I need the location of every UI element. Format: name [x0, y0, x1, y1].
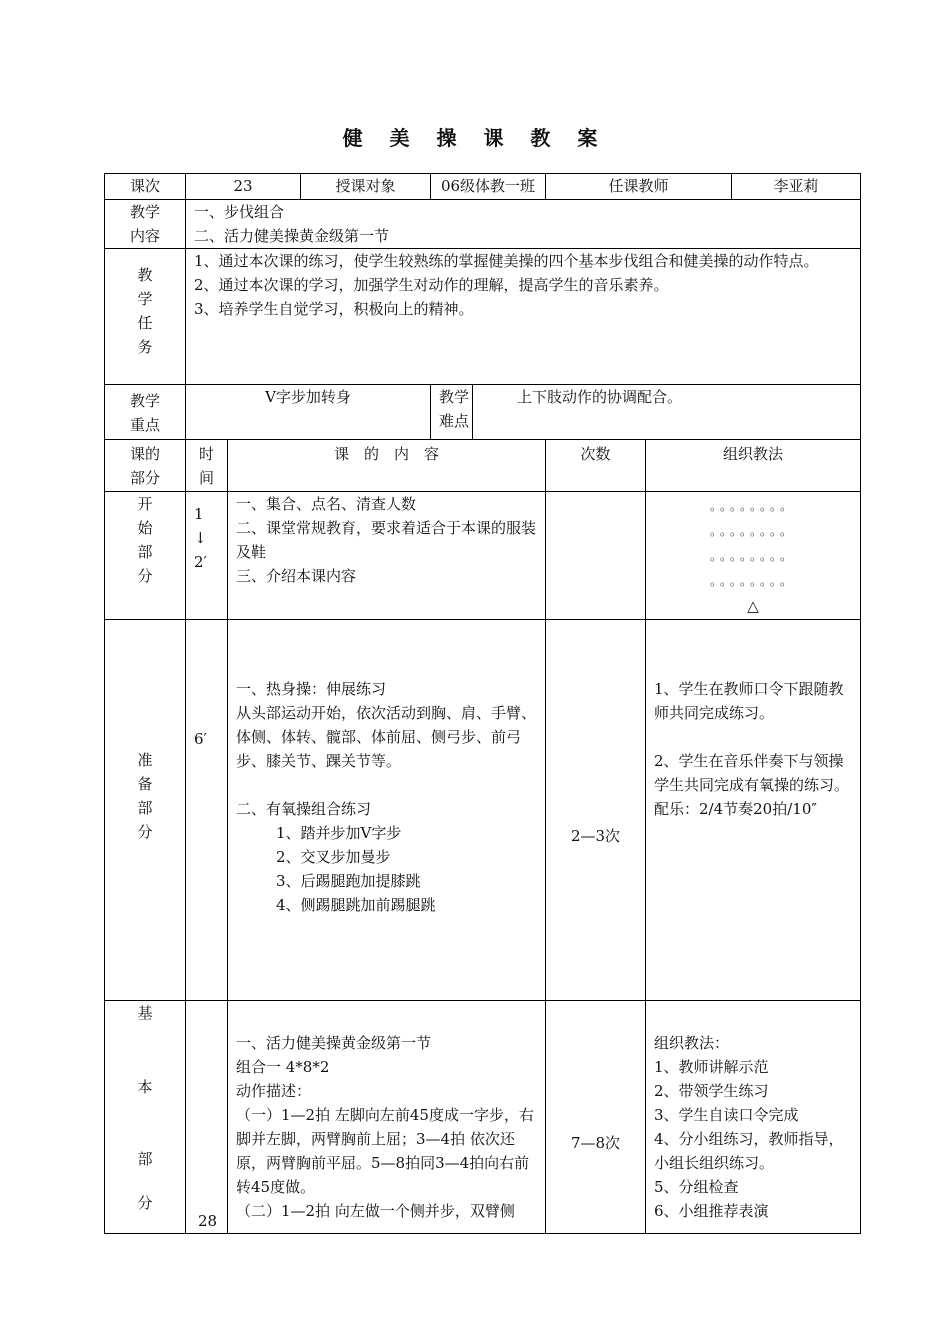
formation-row: 。。。。。。。。 [710, 524, 797, 538]
tasks-items [186, 249, 861, 385]
basic-content: 一、活力健美操黄金级第一节 组合一 4*8*2 动作描述： （一）1—2拍 左脚向左前45度成一字步，右脚并左脚，两臂胸前上屈；3—4拍 依次还原，两臂胸前平屈。5—8拍同3—4拍向右前转45度做。 （二）1—2拍 向左做一个侧并步，双臂侧 [228, 1001, 546, 1234]
task-item: 1、通过本次课的练习，使学生较熟练的掌握健美操的四个基本步伐组合和健美操的动作特点。 [194, 252, 819, 270]
lesson-plan-table [104, 173, 861, 1234]
teacher-name: 李亚莉 [732, 174, 861, 200]
start-formation [646, 492, 861, 620]
start-content: 一、集合、点名、清查人数 二、课堂常规教育，要求着适合于本课的服装及鞋 三、介绍本课内容 [228, 492, 546, 620]
basic-time: 28 [186, 1001, 228, 1234]
col-time: 时 间 [186, 440, 228, 492]
basic-count: 7—8次 [546, 1001, 646, 1234]
content-item: 二、活力健美操黄金级第一节 [194, 227, 390, 245]
lesson-number: 23 [186, 174, 301, 200]
formation-row: 。。。。。。。。 [710, 549, 797, 563]
teacher-label: 任课教师 [546, 174, 732, 200]
formation-row: 。。。。。。。。 [710, 574, 797, 588]
prep-content: 一、热身操：伸展练习 从头部运动开始，依次活动到胸、肩、手臂、体侧、体转、髋部、体前屈、侧弓步、前弓步、膝关节、踝关节等。 二、有氧操组合练习 1、踏并步加V字步 2、交叉步加曼步 3、后踢腿跑加提膝跳 4、侧踢腿跳加前踢腿跳 [228, 620, 546, 1001]
difficulty-value: 上下肢动作的协调配合。 [473, 385, 861, 440]
content-label: 教学 内容 [105, 200, 186, 249]
task-item: 3、培养学生自觉学习，积极向上的精神。 [194, 300, 474, 318]
start-part-label: 开 始 部 分 [105, 492, 186, 620]
col-content: 课 的 内 容 [228, 440, 546, 492]
start-time: 1 ↓ 2′ [186, 492, 228, 620]
content-item: 一、步伐组合 [194, 203, 285, 221]
formation-row: 。。。。。。。。 [710, 499, 797, 513]
target-label: 授课对象 [301, 174, 431, 200]
prep-time: 6′ [186, 620, 228, 1001]
basic-part-label: 基 本 部 分 [105, 1001, 186, 1234]
task-item: 2、通过本次课的学习，加强学生对动作的理解，提高学生的音乐素养。 [194, 276, 669, 294]
formation-diagram [646, 492, 860, 619]
basic-method: 组织教法： 1、教师讲解示范 2、带领学生练习 3、学生自读口令完成 4、分小组练习，教师指导，小组长组织练习。 5、分组检查 6、小组推荐表演 [646, 1001, 861, 1234]
tasks-row [105, 249, 861, 385]
prep-method: 1、学生在教师口令下跟随教师共同完成练习。 2、学生在音乐伴奏下与领操学生共同完成有氧操的练习。 配乐：2/4节奏20拍/10″ [646, 620, 861, 1001]
difficulty-label: 教学 难点 [431, 385, 473, 440]
start-count [546, 492, 646, 620]
target-value: 06级体教一班 [431, 174, 546, 200]
column-header-row [105, 440, 861, 492]
col-part: 课的 部分 [105, 440, 186, 492]
content-row [105, 200, 861, 249]
key-point-value: V字步加转身 [186, 385, 431, 440]
tasks-label: 教 学 任 务 [105, 249, 186, 385]
header-row [105, 174, 861, 200]
down-arrow-icon: ↓ [194, 529, 207, 547]
prep-row [105, 620, 861, 1001]
start-row [105, 492, 861, 620]
basic-row [105, 1001, 861, 1234]
prep-count: 2—3次 [546, 620, 646, 1001]
key-point-label: 教学 重点 [105, 385, 186, 440]
lesson-label: 课次 [105, 174, 186, 200]
col-method: 组织教法 [646, 440, 861, 492]
focus-row [105, 385, 861, 440]
col-count: 次数 [546, 440, 646, 492]
document-title: 健 美 操 课 教 案 [342, 126, 608, 150]
teacher-triangle-icon: △ [747, 597, 759, 615]
content-items [186, 200, 861, 249]
prep-part-label: 准 备 部 分 [105, 620, 186, 1001]
